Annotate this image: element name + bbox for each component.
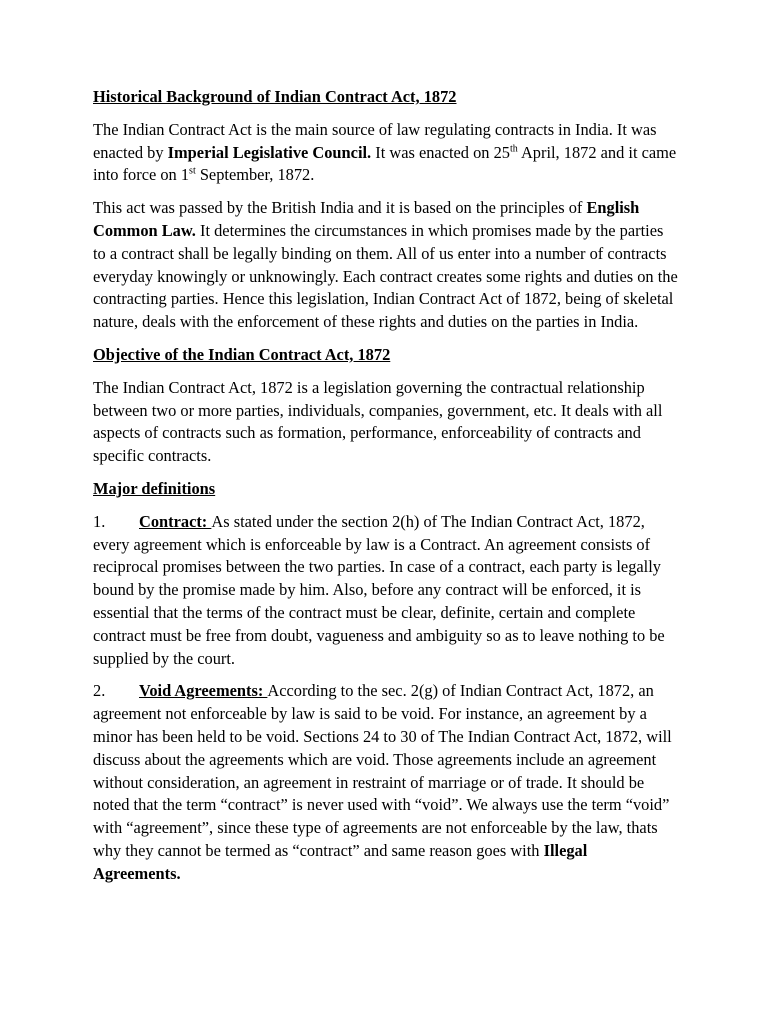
bold-term-english-common-law: English Common Law. xyxy=(93,198,640,240)
bold-term-illegal-agreements: Illegal Agreements. xyxy=(93,840,588,883)
text-segment: April, 1872 and it came into force on 1 xyxy=(93,142,677,185)
paragraph-enactment xyxy=(93,119,678,187)
heading-historical-background: Historical Background of Indian Contract Act, 1872 xyxy=(93,87,457,106)
text-segment: It was enacted on 25 xyxy=(371,142,510,162)
list-number: 2. xyxy=(93,681,106,701)
text-segment: It determines the circumstances in which promises made by the parties to a contract shall be legally binding on them. All of us enter into a number of contracts everyday knowingly or unknowingly. Each contract creates some rights and duties on the contracting parties. Hence this legislation, Indian Contract Act of 1872, being of skeletal nature, deals with the enforcement of these rights and duties on the parties in India. xyxy=(93,220,678,332)
definition-text: According to the sec. 2(g) of Indian Contract Act, 1872, an agreement not enforceable by law is said to be void. For instance, an agreement by a minor has been held to be void. Sections 24 to 30 of The Indian Contract Act, 1872, will discuss about the agreements which are void. Those agreements include an agreement without consideration, an agreement in restraint of marriage or of trade. It should be noted that the term “contract” is never used with “void”. We always use the term “void” with “agreement”, since these type of agreements are not enforceable by the law, thats why they cannot be termed as “contract” and same reason goes with xyxy=(93,681,672,860)
list-number: 1. xyxy=(93,511,106,531)
text-segment: September, 1872. xyxy=(195,165,315,185)
definition-item-contract xyxy=(93,511,678,671)
heading-objective: Objective of the Indian Contract Act, 1872 xyxy=(93,344,391,364)
definition-term: Contract: xyxy=(139,511,212,531)
superscript-th: th xyxy=(509,143,518,155)
paragraph-objective: The Indian Contract Act, 1872 is a legislation governing the contractual relationship between two or more parties, individuals, companies, government, etc. It deals with all aspects of contracts such as formation, performance, enforceability of contracts and specific contracts. xyxy=(93,377,663,466)
definition-text: As stated under the section 2(h) of The Indian Contract Act, 1872, every agreement which is enforceable by law is a Contract. An agreement consists of reciprocal promises between the two parties. In case of a contract, each party is legally bound by the promise made by him. Also, before any contract will be enforced, it is essential that the terms of the contract must be clear, definite, certain and complete contract must be free from doubt, vagueness and ambiguity so as to leave nothing to be supplied by the court. xyxy=(93,511,665,668)
paragraph-common-law xyxy=(93,197,678,334)
superscript-st: st xyxy=(189,165,196,177)
definition-item-void-agreements xyxy=(93,680,678,885)
bold-term-imperial-council: Imperial Legislative Council. xyxy=(167,142,372,162)
definition-term: Void Agreements: xyxy=(139,681,268,701)
heading-major-definitions: Major definitions xyxy=(93,478,216,498)
text-segment: The Indian Contract Act is the main source of law regulating contracts in India. It was enacted by xyxy=(93,119,657,162)
text-segment: This act was passed by the British India and it is based on the principles of xyxy=(93,198,587,218)
